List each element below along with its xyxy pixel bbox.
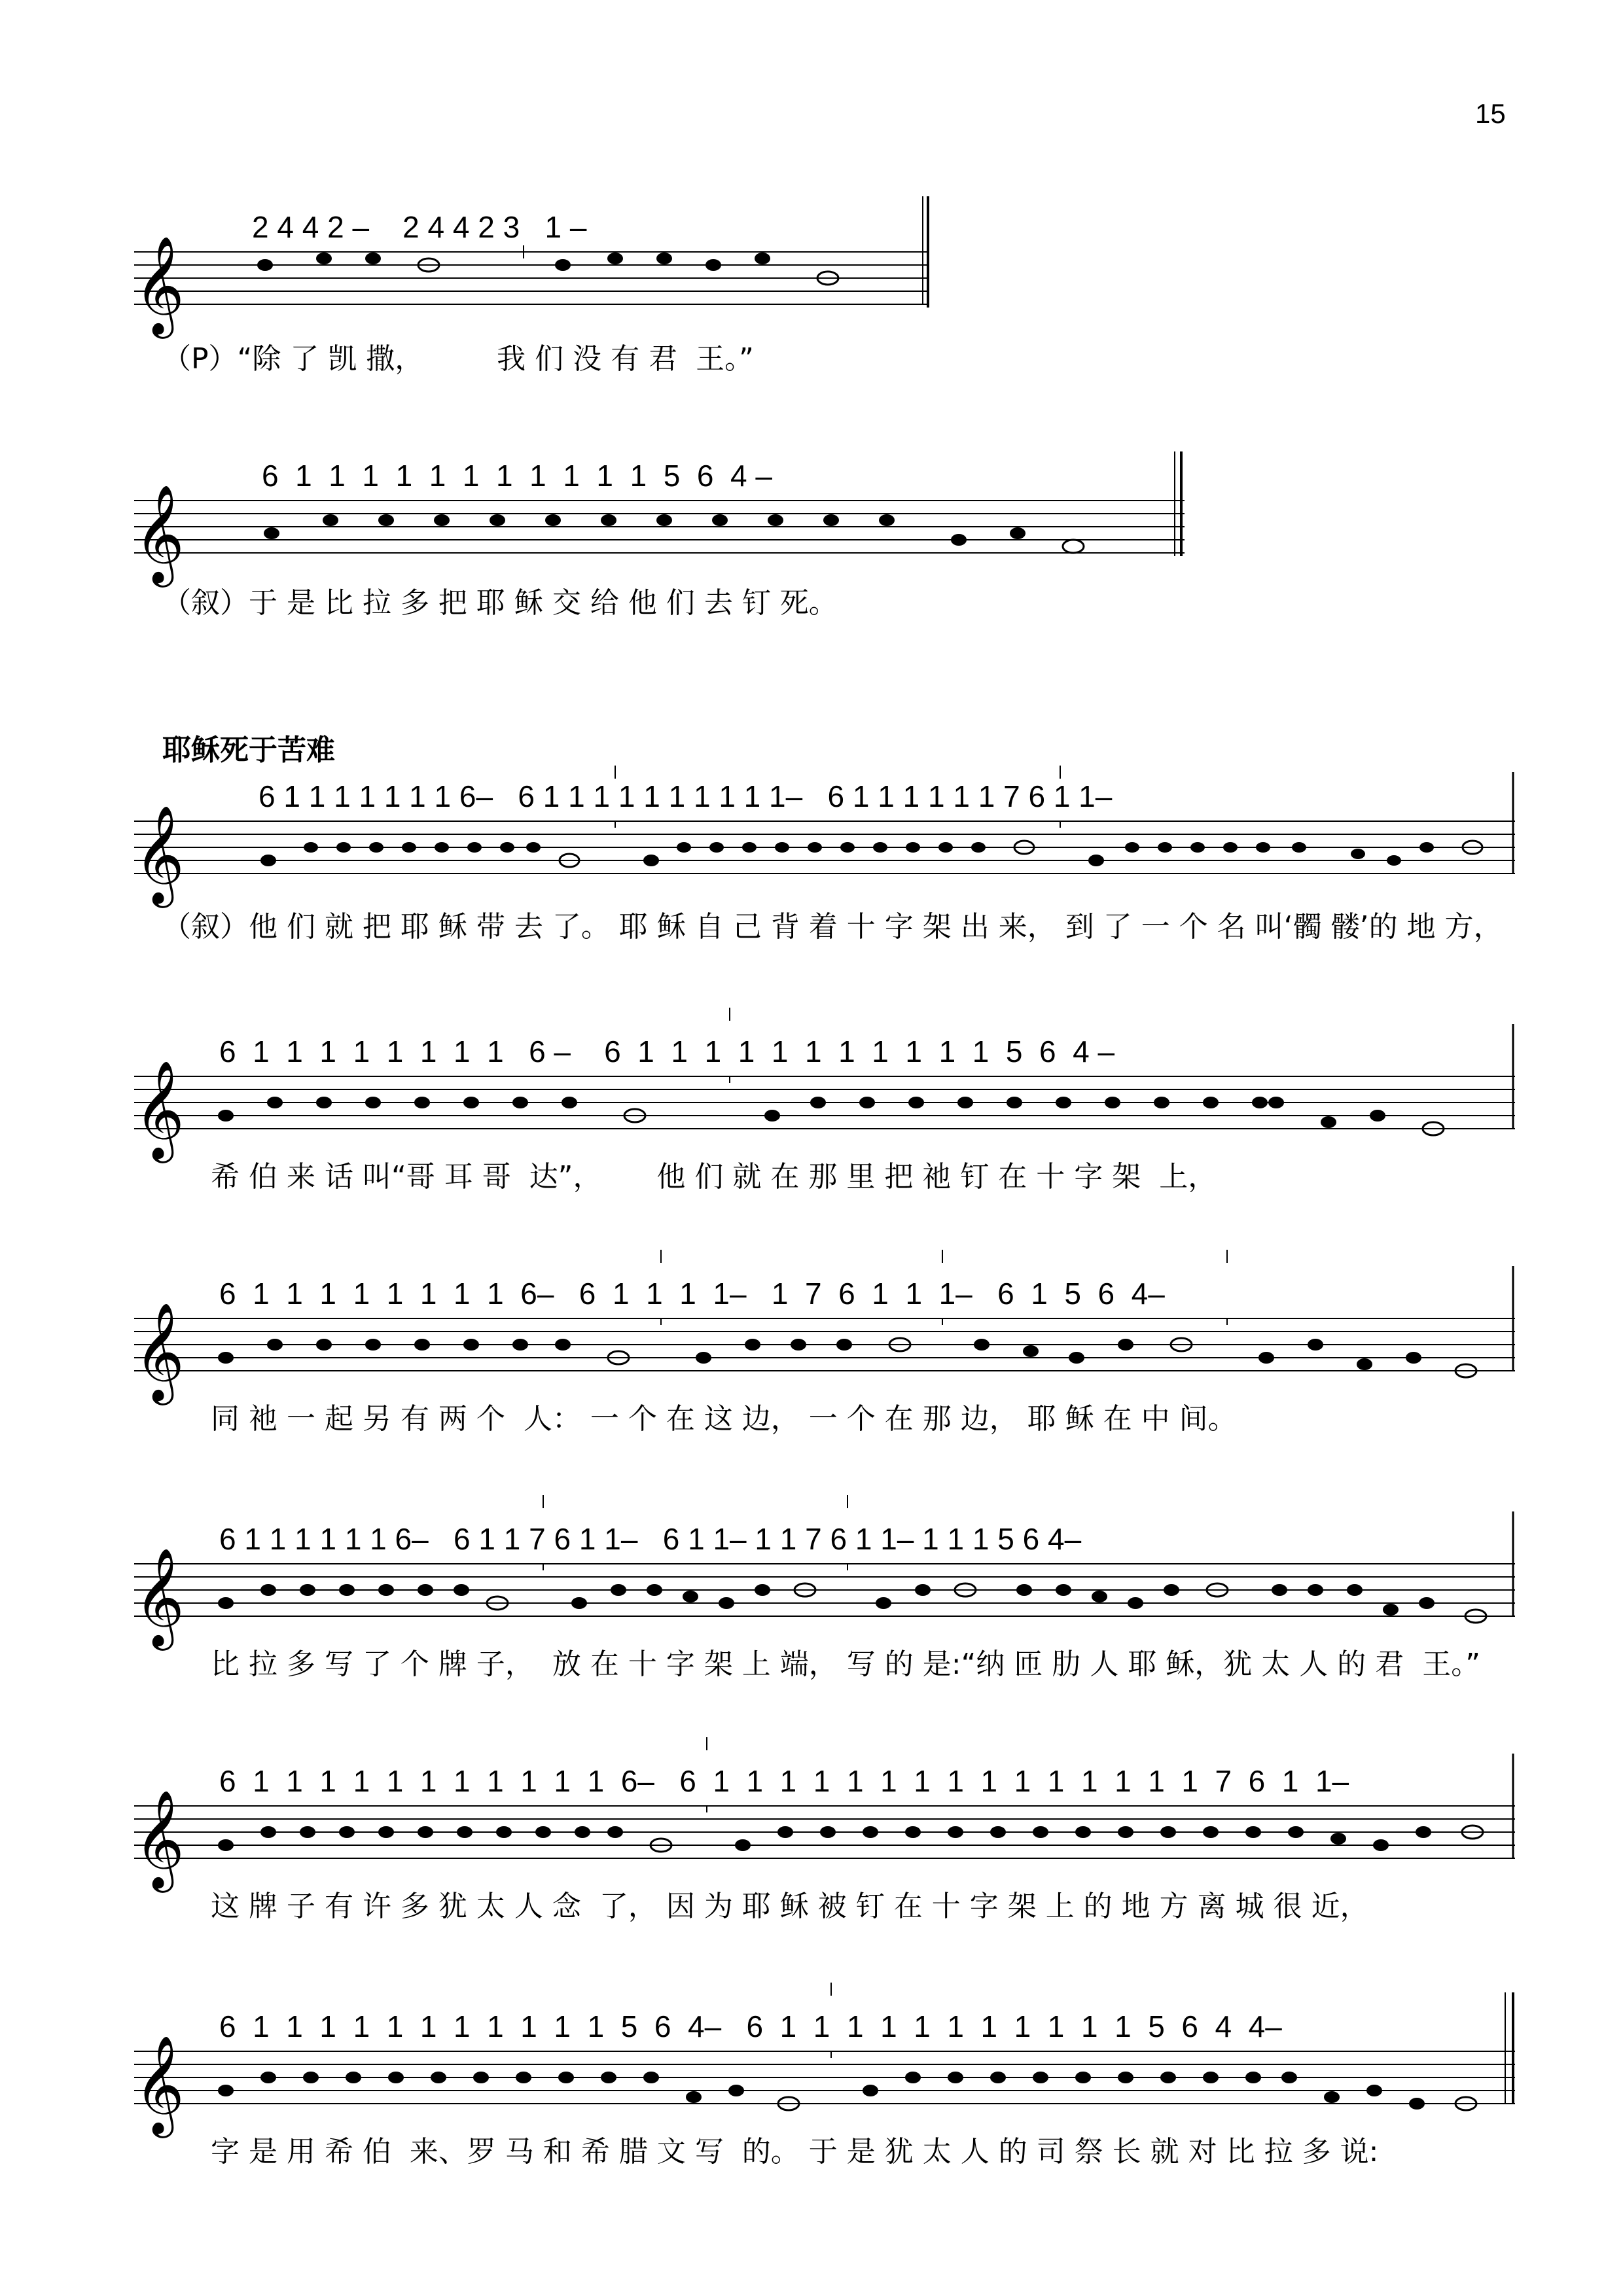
lyrics-line: 比 拉 多 写 了 个 牌 子， 放 在 十 字 架 上 端， 写 的 是:“纳 匝 肋 人 耶 稣，犹 太 人 的 君 王。” xyxy=(211,1648,1481,1681)
numbered-notation: 6 1 1 1 1 1 1 1 1 6– 6 1 1 1 1– 1 7 6 1 1 1– 6 1 5 6 4– xyxy=(219,1277,1165,1311)
treble-clef-icon: 𝄞 xyxy=(134,1547,185,1646)
staff xyxy=(0,1983,1623,2140)
staff xyxy=(0,1008,1623,1165)
staff xyxy=(0,1495,1623,1652)
section-title: 耶稣死于苦难 xyxy=(162,733,335,767)
treble-clef-icon: 𝄞 xyxy=(134,1059,185,1159)
music-system-2 xyxy=(0,451,1623,661)
lyrics-line: 这 牌 子 有 许 多 犹 太 人 念 了， 因 为 耶 稣 被 钉 在 十 字 架 上 的 地 方 离 城 很 近， xyxy=(211,1890,1369,1923)
treble-clef-icon: 𝄞 xyxy=(134,1789,185,1888)
music-system-6 xyxy=(0,1495,1623,1704)
numbered-notation: 2 4 4 2 – 2 4 4 2 3 1 – xyxy=(252,210,587,244)
staff xyxy=(0,1250,1623,1407)
lyrics-line: 字 是 用 希 伯 来、罗 马 和 希 腊 文 写 的。 于 是 犹 太 人 的 司 祭 长 就 对 比 拉 多 说: xyxy=(211,2135,1379,2168)
numbered-notation: 6 1 1 1 1 1 1 1 1 1 1 1 6– 6 1 1 1 1 1 1 1 1 1 1 1 1 1 1 1 7 6 1 1– xyxy=(219,1764,1349,1798)
treble-clef-icon: 𝄞 xyxy=(134,235,185,334)
numbered-notation: 6 1 1 1 1 1 1 1 1 1 1 1 5 6 4 – xyxy=(262,459,772,493)
page-number: 15 xyxy=(1475,98,1506,129)
treble-clef-icon: 𝄞 xyxy=(134,1301,185,1401)
music-system-8 xyxy=(0,1983,1623,2192)
music-system-4 xyxy=(0,1008,1623,1217)
lyrics-line: （叙）于 是 比 拉 多 把 耶 稣 交 给 他 们 去 钉 死。 xyxy=(162,586,838,620)
staff xyxy=(0,183,1623,340)
lyrics-line: 同 祂 一 起 另 有 两 个 人： 一 个 在 这 边， 一 个 在 那 边， 耶 稣 在 中 间。 xyxy=(211,1402,1237,1436)
treble-clef-icon: 𝄞 xyxy=(134,804,185,904)
numbered-notation: 6 1 1 1 1 1 1 1 1 1 1 1 5 6 4– 6 1 1 1 1 1 1 1 1 1 1 1 5 6 4 4– xyxy=(219,2009,1282,2043)
treble-clef-icon: 𝄞 xyxy=(134,484,185,583)
music-system-3 xyxy=(0,766,1623,975)
music-system-7 xyxy=(0,1737,1623,1947)
numbered-notation: 6 1 1 1 1 1 1 1 6– 6 1 1 1 1 1 1 1 1 1 1– 6 1 1 1 1 1 1 7 6 1 1– xyxy=(259,779,1113,813)
lyrics-line: （P）“除 了 凯 撒， 我 们 没 有 君 王。” xyxy=(162,342,754,376)
numbered-notation: 6 1 1 1 1 1 1 6– 6 1 1 7 6 1 1– 6 1 1– 1 1 7 6 1 1– 1 1 1 5 6 4– xyxy=(219,1522,1082,1556)
staff xyxy=(0,766,1623,923)
music-system-1 xyxy=(0,183,1623,393)
numbered-notation: 6 1 1 1 1 1 1 1 1 6 – 6 1 1 1 1 1 1 1 1 1 1 1 5 6 4 – xyxy=(219,1034,1115,1069)
lyrics-line: （叙）他 们 就 把 耶 稣 带 去 了。 耶 稣 自 己 背 着 十 字 架 出 来， 到 了 一 个 名 叫‘髑 髅’的 地 方， xyxy=(162,910,1503,944)
treble-clef-icon: 𝄞 xyxy=(134,2034,185,2134)
lyrics-line: 希 伯 来 话 叫“哥 耳 哥 达”， 他 们 就 在 那 里 把 祂 钉 在 十 字 架 上， xyxy=(211,1160,1217,1193)
music-system-5 xyxy=(0,1250,1623,1459)
staff xyxy=(0,1737,1623,1894)
